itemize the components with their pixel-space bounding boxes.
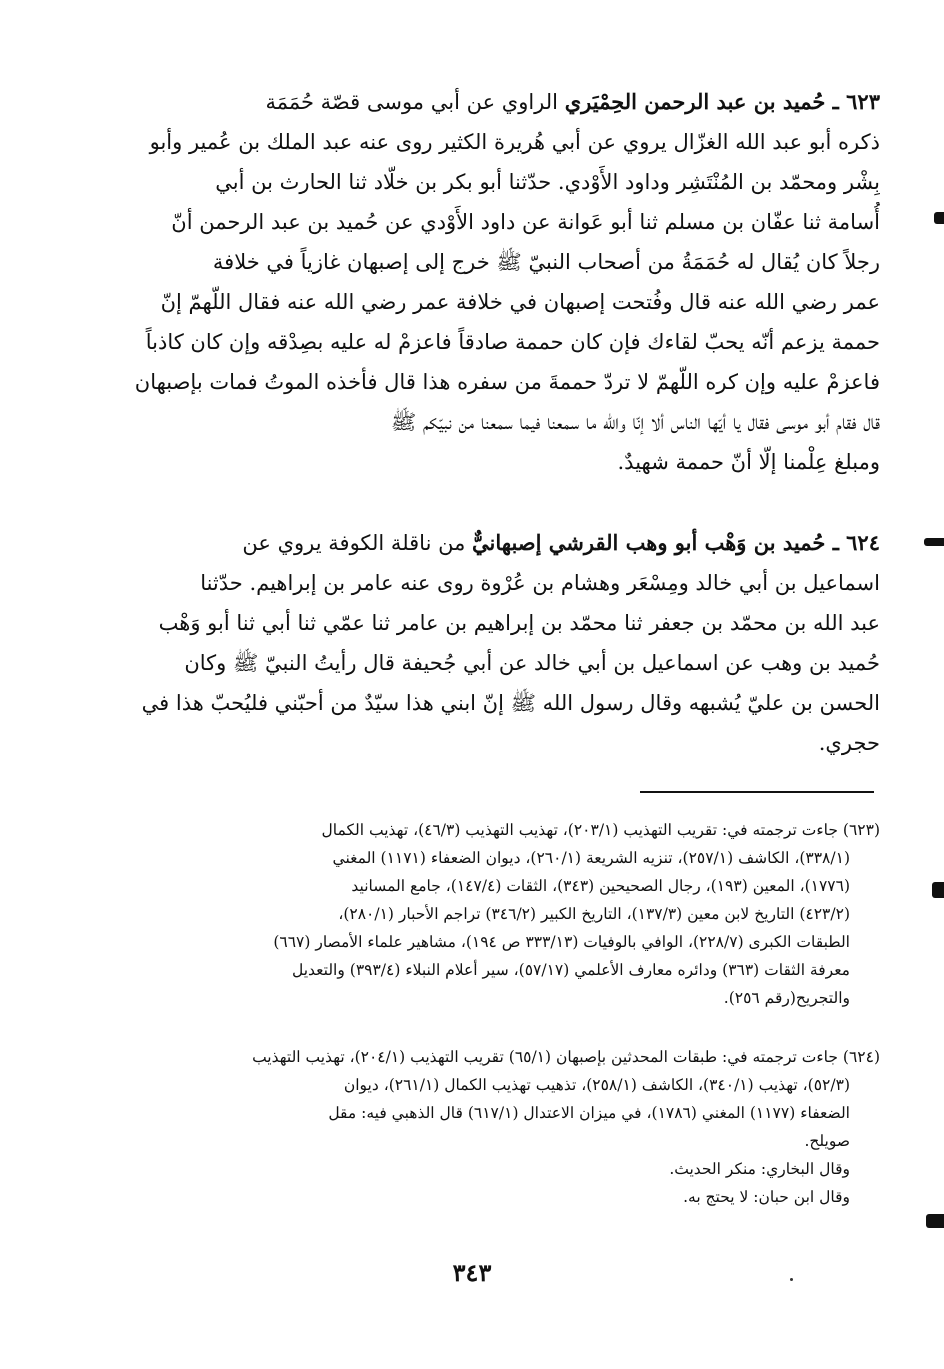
entry-line: بِشْر ومحمّد بن المُنْتَشِر وداود الأَوْدي. حدّثنا أبو بكر بن خلّاد ثنا الحارث بن أبي bbox=[215, 170, 880, 194]
entry-line: عمر رضي الله عنه قال وفُتحت إصبهان في خلافة عمر رضي الله عنه فقال اللّهمّ إنّ bbox=[160, 290, 880, 314]
entry-line: أُسامة ثنا عفّان بن مسلم ثنا أبو عَوانة عن داود الأَوْدي عن حُميد بن عبد الرحمن أنّ bbox=[171, 210, 880, 234]
entry-line: ٦٢٣ ـ حُميد بن عبد الرحمن الحِمْيَري الراوي عن أبي موسى قصّة حُمَمَة bbox=[265, 89, 880, 114]
entry-line: ومبلغ عِلْمنا إلّا أنّ حممة شهيدٌ. bbox=[617, 450, 880, 474]
entry-623 bbox=[128, 82, 880, 482]
footnote-separator bbox=[640, 791, 874, 793]
entry-line: رجلاً كان يُقال له حُمَمَةُ من أصحاب النبيّ ﷺ خرج إلى إصبهان غازياً في خلافة bbox=[212, 250, 880, 274]
footnote-line: (٥٢/٣)، تهذيب (٣٤٠/١)، الكاشف (٢٥٨/١)، تذهيب تهذيب الكمال (٢٦١/١)، ديوان bbox=[343, 1076, 850, 1094]
footnote-line: (١٧٧٦)، المعين (١٩٣)، رجال الصحيحين (٣٤٣)، الثقات (١٤٧/٤)، جامع المسانيد bbox=[351, 877, 850, 895]
footnote-line: والتجريح(رقم ٢٥٦). bbox=[723, 989, 850, 1007]
footnote-line: وقال ابن حبان: لا يحتج به. bbox=[683, 1188, 850, 1206]
entry-heading: ٦٢٣ ـ حُميد بن عبد الرحمن الحِمْيَري bbox=[564, 89, 880, 114]
scan-edge-mark bbox=[934, 212, 944, 224]
entry-line: حُميد بن وهب عن اسماعيل بن أبي خالد عن أبي جُحيفة قال رأيتُ النبيّ ﷺ وكان bbox=[184, 651, 880, 675]
footnote-line: وقال البخاري: منكر الحديث. bbox=[669, 1160, 850, 1178]
footnote-line: صويلح. bbox=[804, 1132, 850, 1150]
entry-line: ٦٢٤ ـ حُميد بن وَهْب أبو وهب القرشي إصبهانيٌّ من ناقلة الكوفة يروي عن bbox=[242, 530, 880, 555]
entry-heading: ٦٢٤ ـ حُميد بن وَهْب أبو وهب القرشي إصبهانيٌّ bbox=[472, 530, 880, 555]
footnote-line: (٤٢٣/٢) التاريخ لابن معين (١٣٧/٣)، التاريخ الكبير (٣٤٦/٢) تراجم الأحبار (٢٨٠/١)، bbox=[338, 905, 850, 923]
footnote-line: الطبقات الكبرى (٢٢٨/٧)، الوافي بالوفيات (٣٣٣/١٣ ص ١٩٤)، مشاهير علماء الأمصار (٦٦٧) bbox=[273, 933, 850, 951]
footnote-623 bbox=[128, 816, 880, 1012]
entry-line: الحسن بن عليّ يُشبهه وقال رسول الله ﷺ إنّ ابني هذا سيّدٌ من أحبّني فليُحبّ هذا في bbox=[141, 691, 880, 715]
entry-line: قال فقام أبو موسى فقال يا أيّها الناس ألا إنّا والله ما سمعنا فيما سمعنا من نبيّكم ﷺ bbox=[390, 410, 880, 434]
footnote-line: (٣٣٨/١)، الكاشف (٢٥٧/١)، تنزيه الشريعة (٢٦٠/١)، ديوان الضعفاء (١١٧١) المغني bbox=[332, 849, 850, 867]
entry-624 bbox=[128, 523, 880, 763]
footnote-line: (٦٢٣) جاءت ترجمته في: تقريب التهذيب (٢٠٣/١)، تهذيب التهذيب (٤٦/٣)، تهذيب الكمال bbox=[321, 821, 880, 839]
entry-line: فاعزمْ عليه وإن كره اللّهمّ لا تردّ حممةَ من سفره هذا قال فأخذه الموتُ فمات بإصبهان bbox=[134, 370, 880, 394]
scan-edge-mark bbox=[932, 882, 944, 898]
scan-edge-mark bbox=[924, 538, 944, 546]
speck-mark bbox=[790, 1278, 793, 1281]
footnote-line: الضعفاء (١١٧٧) المغني (١٧٨٦)، في ميزان الاعتدال (٦١٧/١) قال الذهبي فيه: مقل bbox=[328, 1104, 850, 1122]
scan-edge-mark bbox=[926, 1214, 944, 1228]
entry-line: ذكره أبو عبد الله الغزّال يروي عن أبي هُريرة الكثير روى عنه عبد الملك بن عُمير وأبو bbox=[149, 130, 880, 154]
entry-line: حجري. bbox=[818, 731, 880, 755]
page-number: ٣٤٣ bbox=[452, 1258, 492, 1287]
entry-line: عبد الله بن محمّد بن جعفر ثنا محمّد بن إبراهيم بن عامر ثنا عمّي ثنا أبي ثنا أبو وَهْب bbox=[158, 611, 880, 635]
entry-line: اسماعيل بن أبي خالد ومِسْعَر وهشام بن عُرْوة روى عنه عامر بن إبراهيم. حدّثنا bbox=[200, 571, 880, 595]
footnote-line: معرفة الثقات (٣٦٣) ودائره معارف الأعلمي (٥٧/١٧)، سير أعلام النبلاء (٣٩٣/٤) والتعديل bbox=[291, 961, 850, 979]
footnote-624 bbox=[128, 1043, 880, 1211]
entry-line: حممة يزعم أنّه يحبّ لقاءك فإن كان حممة صادقاً فاعزمْ له عليه بصِدْقه وإن كان كاذباً bbox=[145, 330, 880, 354]
footnote-line: (٦٢٤) جاءت ترجمته في: طبقات المحدثين بإصبهان (٦٥/١) تقريب التهذيب (٢٠٤/١)، تهذيب التهذيب bbox=[252, 1048, 880, 1066]
